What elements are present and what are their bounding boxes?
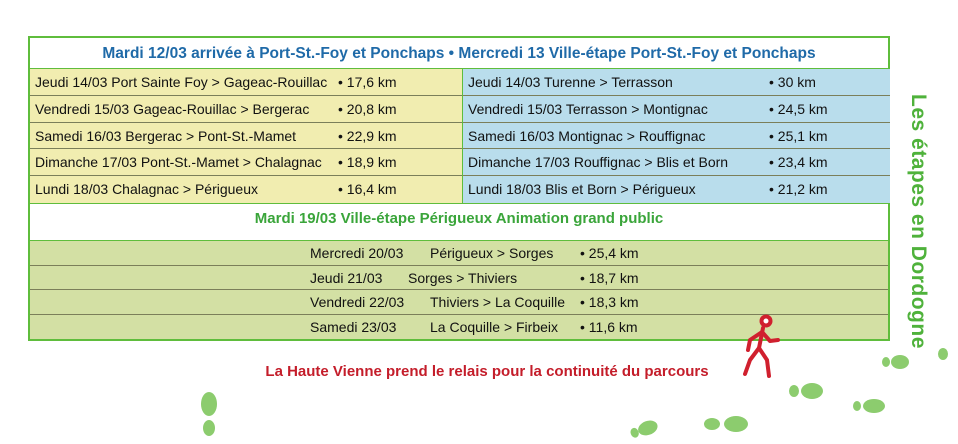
stage-distance: • 18,3 km [580, 294, 639, 310]
stage-route: Samedi 16/03 Montignac > Rouffignac [468, 127, 706, 144]
left-route-column [30, 69, 462, 203]
stage-route: Samedi 16/03 Bergerac > Pont-St.-Mamet [35, 127, 297, 144]
stage-distance: • 17,6 km [338, 74, 397, 90]
side-title [906, 94, 932, 364]
stage-row [30, 96, 462, 123]
stage-row [30, 123, 462, 150]
relay-note: La Haute Vienne prend le relais pour la continuité du parcours [265, 363, 709, 380]
stage-route: Vendredi 15/03 Gageac-Rouillac > Bergerac [35, 100, 310, 117]
footprint-icon [880, 352, 910, 372]
stage-row [463, 69, 890, 96]
stage-route: Thiviers > La Coquille [430, 294, 566, 310]
table-header: Mardi 12/03 arrivée à Port-St.-Foy et Ponchaps • Mercredi 13 Ville-étape Port-St.-Foy et Ponchaps [30, 38, 888, 69]
stage-route: La Coquille > Firbeix [430, 318, 559, 335]
stage-route: Lundi 18/03 Blis et Born > Périgueux [468, 181, 696, 198]
stage-route: Lundi 18/03 Chalagnac > Périgueux [35, 181, 259, 198]
stage-distance: • 30 km [769, 74, 816, 90]
stage-route: Jeudi 14/03 Turenne > Terrasson [468, 74, 673, 90]
stage-distance: • 25,4 km [580, 245, 639, 261]
side-title-text: Les étapes en Dordogne [907, 94, 930, 349]
stage-row [30, 241, 888, 266]
footprint-icon [198, 390, 220, 438]
stage-row [30, 69, 462, 96]
stage-distance: • 18,9 km [338, 154, 397, 171]
stage-distance: • 16,4 km [338, 181, 397, 198]
stage-row [30, 290, 888, 315]
stage-route: Dimanche 17/03 Rouffignac > Blis et Born [468, 154, 729, 171]
stage-distance: • 21,2 km [769, 181, 828, 198]
parallel-stages [30, 69, 888, 203]
stage-route: Jeudi 14/03 Port Sainte Foy > Gageac-Rouillac [35, 74, 328, 90]
stage-route: Vendredi 15/03 Terrasson > Montignac [468, 100, 708, 117]
stage-row [30, 176, 462, 203]
stage-row [463, 149, 890, 176]
stage-distance: • 11,6 km [580, 318, 638, 335]
footprint-icon [700, 412, 752, 436]
stage-distance: • 25,1 km [769, 127, 828, 144]
walker-icon [740, 314, 784, 380]
stage-distance: • 23,4 km [769, 154, 828, 171]
stage-date: Jeudi 21/03 [310, 269, 383, 286]
middle-banner: Mardi 19/03 Ville-étape Périgueux Animation grand public [30, 203, 888, 241]
stage-date: Samedi 23/03 [310, 318, 397, 335]
right-route-column [462, 69, 890, 203]
stages-table [28, 36, 890, 341]
stage-row [463, 96, 890, 123]
stage-row [30, 266, 888, 291]
stage-date: Mercredi 20/03 [310, 245, 404, 261]
stage-row [30, 149, 462, 176]
stage-date: Vendredi 22/03 [310, 294, 405, 310]
footprint-icon [630, 418, 660, 440]
footprint-icon [936, 346, 950, 362]
stage-row [463, 123, 890, 150]
footprint-icon [850, 396, 888, 416]
stage-route: Sorges > Thiviers [408, 269, 518, 286]
stage-distance: • 24,5 km [769, 100, 828, 117]
stage-distance: • 20,8 km [338, 100, 397, 117]
stage-distance: • 18,7 km [580, 269, 639, 286]
footprint-icon [786, 380, 826, 402]
stage-row [463, 176, 890, 203]
stage-route: Périgueux > Sorges [430, 245, 554, 261]
stage-route: Dimanche 17/03 Pont-St.-Mamet > Chalagnac [35, 154, 322, 171]
stage-distance: • 22,9 km [338, 127, 397, 144]
